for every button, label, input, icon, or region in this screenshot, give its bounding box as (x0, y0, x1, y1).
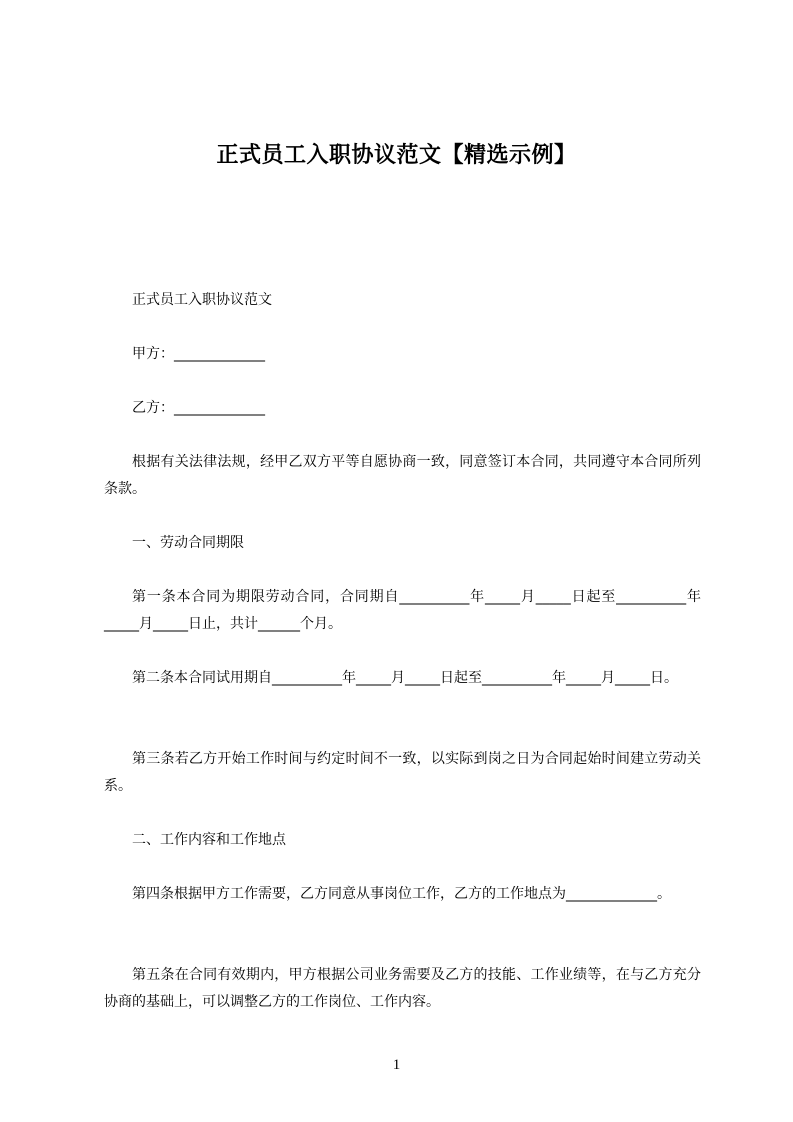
paragraph-article-3: 第三条若乙方开始工作时间与约定时间不一致，以实际到岗之日为合同起始时间建立劳动关系。 (104, 751, 701, 794)
paragraph-party-a: 甲方：_____________ (132, 346, 265, 362)
paragraph-preamble: 根据有关法律法规，经甲乙双方平等自愿协商一致，同意签订本合同，共同遵守本合同所列条款。 (104, 454, 701, 497)
paragraph-article-4: 第四条根据甲方工作需要，乙方同意从事岗位工作，乙方的工作地点为_____________。 (132, 886, 671, 902)
paragraph-party-b: 乙方：_____________ (132, 400, 265, 416)
section-heading-work-content: 二、工作内容和工作地点 (132, 832, 286, 848)
paragraph-article-5: 第五条在合同有效期内，甲方根据公司业务需要及乙方的技能、工作业绩等，在与乙方充分协商的基础上，可以调整乙方的工作岗位、工作内容。 (104, 967, 701, 1010)
paragraph-subtitle: 正式员工入职协议范文 (132, 292, 272, 308)
paragraph-article-1: 第一条本合同为期限劳动合同，合同期自__________年_____月_____日起至__________年_____月_____日止，共计______个月。 (104, 589, 701, 632)
paragraph-article-2: 第二条本合同试用期自__________年_____月_____日起至__________年_____月_____日。 (132, 670, 678, 686)
document-title: 正式员工入职协议范文【精选示例】 (216, 143, 577, 168)
section-heading-contract-term: 一、劳动合同期限 (132, 535, 244, 551)
page-number: 1 (392, 1057, 401, 1073)
